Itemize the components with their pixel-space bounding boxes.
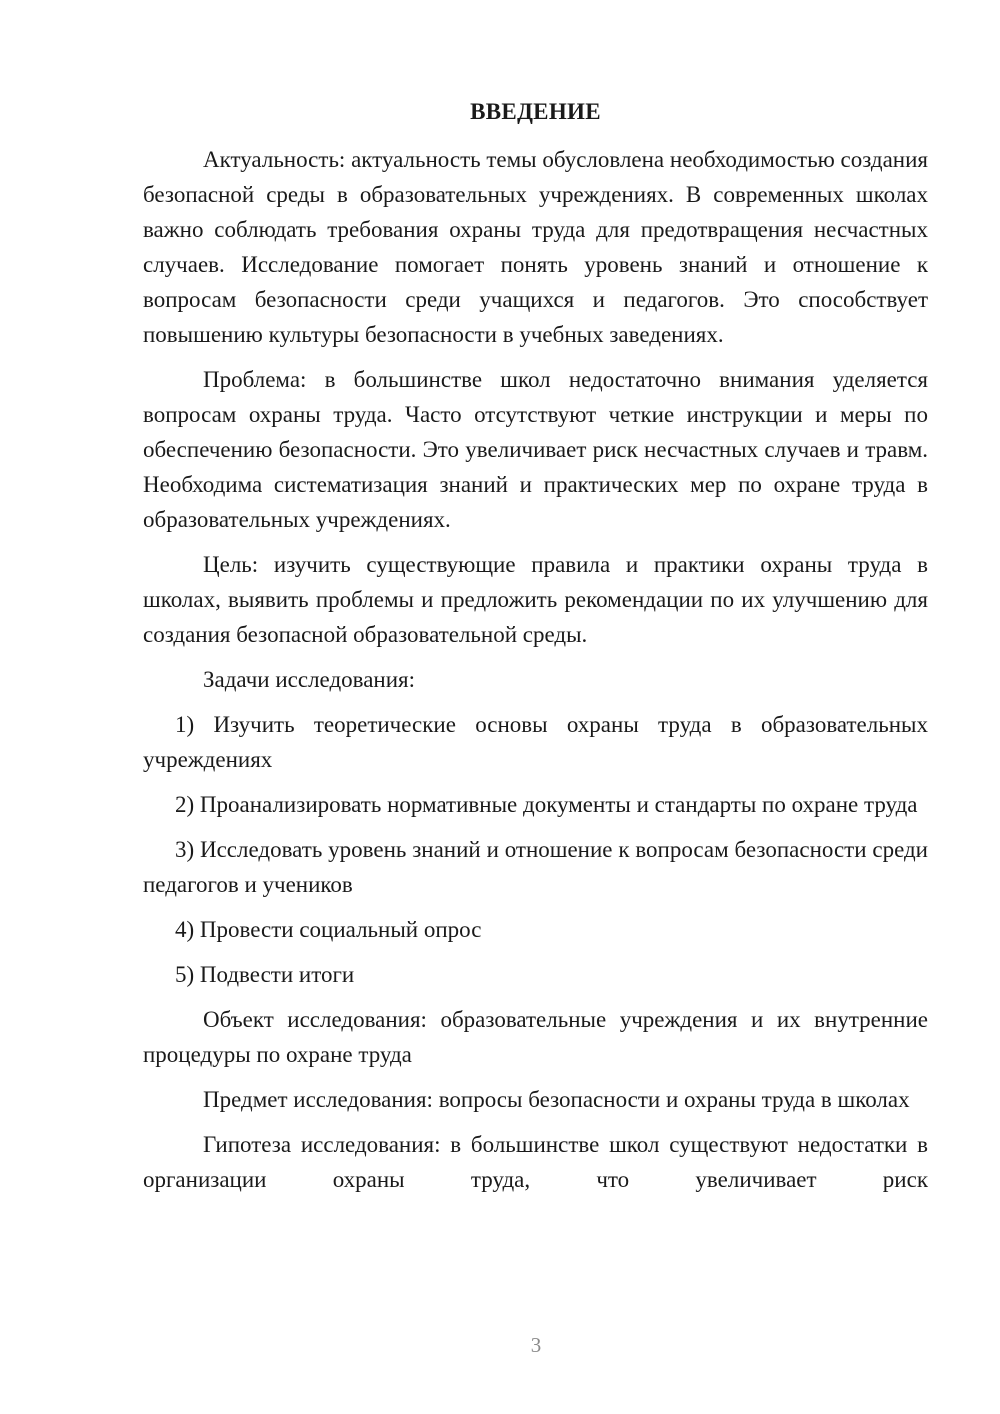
relevance-paragraph: Актуальность: актуальность темы обусловлена необходимостью создания безопасной среды в образовательных учреждениях. В современных школах важно соблюдать требования охраны труда для предотвращения несчастных случаев. Исследование помогает понять уровень знаний и отношение к вопросам безопасности среди учащихся и педагогов. Это способствует повышению культуры безопасности в учебных заведениях.: [143, 147, 929, 347]
document-body: [143, 94, 928, 1207]
task-item: 4) Провести социальный опрос: [175, 917, 482, 942]
task-item: 2) Проанализировать нормативные документы и стандарты по охране труда: [175, 792, 918, 817]
task-item: 1) Изучить теоретические основы охраны труда в образовательных учреждениях: [143, 712, 928, 772]
tasks-list: [143, 707, 928, 992]
task-item: 5) Подвести итоги: [175, 962, 355, 987]
tasks-heading: Задачи исследования:: [203, 667, 416, 692]
subject-paragraph: Предмет исследования: вопросы безопасности и охраны труда в школах: [203, 1087, 910, 1112]
section-title: ВВЕДЕНИЕ: [470, 99, 601, 124]
hypothesis-paragraph: Гипотеза исследования: в большинстве школ существуют недостатки в организации охраны труда, что увеличивает риск: [143, 1132, 928, 1192]
page-number: 3: [530, 1333, 542, 1357]
task-item: 3) Исследовать уровень знаний и отношение к вопросам безопасности среди педагогов и учеников: [143, 837, 928, 897]
problem-paragraph: Проблема: в большинстве школ недостаточно внимания уделяется вопросам охраны труда. Часто отсутствуют четкие инструкции и меры по обеспечению безопасности. Это увеличивает риск несчастных случаев и травм. Необходима систематизация знаний и практических мер по охране труда в образовательных учреждениях.: [143, 367, 928, 532]
goal-paragraph: Цель: изучить существующие правила и практики охраны труда в школах, выявить проблемы и предложить рекомендации по их улучшению для создания безопасной образовательной среды.: [143, 552, 928, 647]
object-paragraph: Объект исследования: образовательные учреждения и их внутренние процедуры по охране труда: [143, 1007, 928, 1067]
